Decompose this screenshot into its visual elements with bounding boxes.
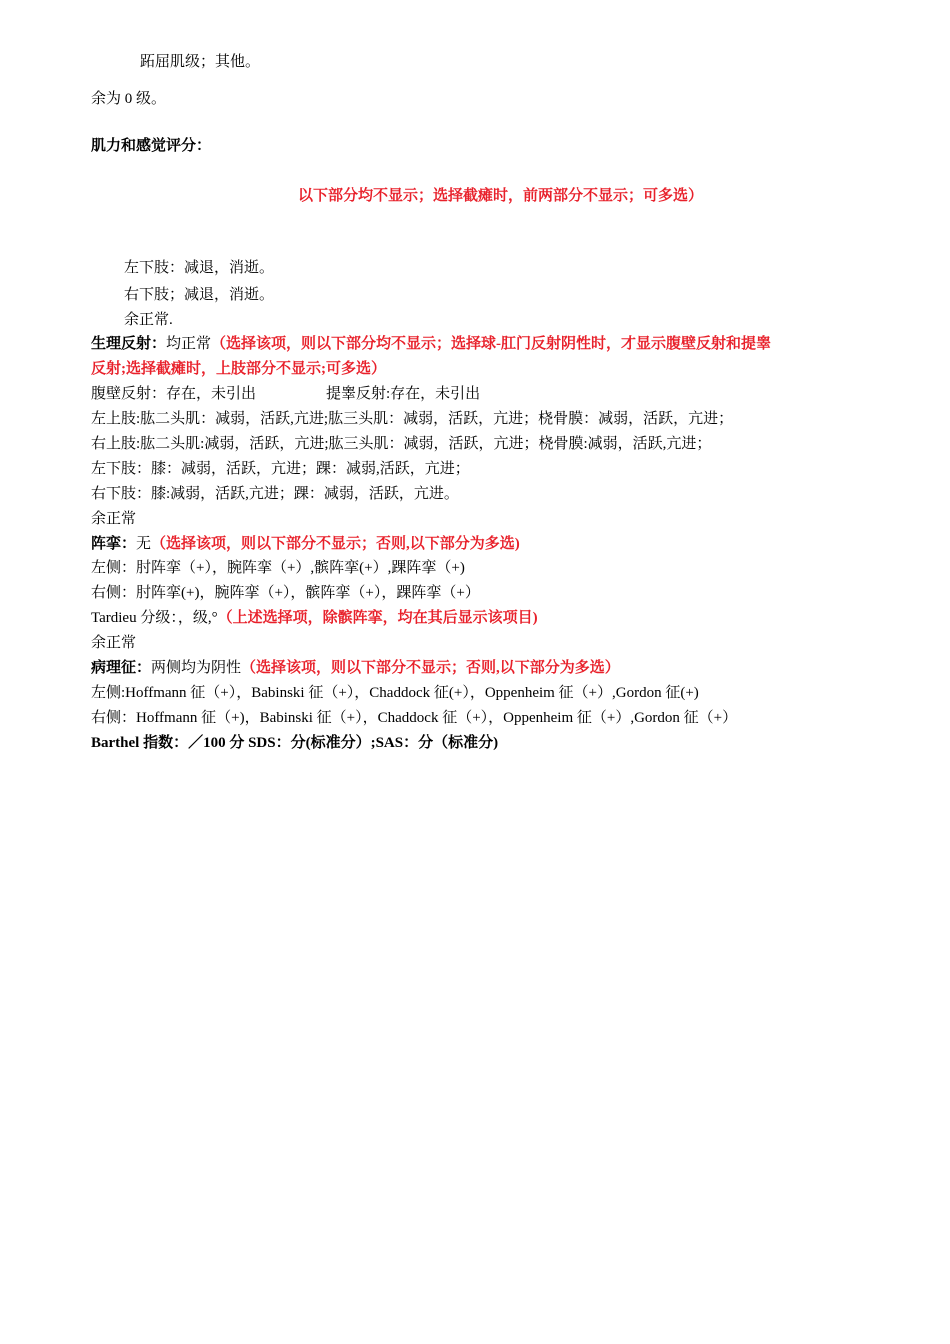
heading-strength-sensation: 肌力和感觉评分： <box>91 138 212 154</box>
note-clonus: （选择该项，则以下部分不显示；否则,以下部分为多选) <box>151 536 520 552</box>
line-left-clonus: 左侧：肘阵挛（+），腕阵挛（+）,髌阵挛(+）,踝阵挛（+) <box>91 560 465 576</box>
label-physiological-reflex: 生理反射： <box>91 336 167 352</box>
note-strength-options: 以下部分均不显示；选择截瘫时，前两部分不显示；可多选） <box>298 188 704 204</box>
line-left-lower-cut: 左下肢：减退，消逝。 <box>124 260 275 276</box>
line-barthel-sds-sas: Barthel 指数：／100 分 SDS：分(标准分）;SAS：分（标准分) <box>91 735 499 751</box>
label-pathological-sign: 病理征： <box>91 660 152 676</box>
value-clonus: 无 <box>136 536 152 552</box>
note-physiological-reflex-cont: 反射;选择截瘫时，上肢部分不显示;可多选） <box>91 361 386 377</box>
line-left-lower-limb: 左下肢：膝：减弱，活跃，亢进；踝：减弱,活跃，亢进； <box>91 461 470 477</box>
note-physiological-reflex: （选择该项，则以下部分均不显示；选择球-肛门反射阴性时，才显示腹壁反射和提睾 <box>211 336 772 352</box>
line-left-upper-limb: 左上肢:肱二头肌：减弱，活跃,亢进;肱三头肌：减弱，活跃，亢进；桡骨膜：减弱，活跃，亢进； <box>91 411 734 427</box>
line-left-pathological: 左侧:Hoffmann 征（+），Babinski 征（+），Chaddock 征(+），Oppenheim 征（+）,Gordon 征(+) <box>91 685 699 701</box>
line-physiological-reflex <box>91 334 771 354</box>
line-right-lower-limb: 右下肢；减退，消逝。 <box>124 287 275 303</box>
line-abdominal-reflex: 腹壁反射：存在，未引出 <box>91 386 257 402</box>
line-rest-grade-0: 余为 0 级。 <box>91 91 167 107</box>
line-right-clonus: 右侧：肘阵挛(+)，腕阵挛（+），髌阵挛（+），踝阵挛（+） <box>91 585 480 601</box>
line-right-pathological: 右侧：Hoffmann 征（+)，Babinski 征（+），Chaddock 征（+），Oppenheim 征（+）,Gordon 征（+） <box>91 710 738 726</box>
label-clonus: 阵挛： <box>91 536 137 552</box>
line-right-lower-limb-reflex: 右下肢：膝:减弱，活跃,亢进；踝：减弱，活跃，亢进。 <box>91 486 459 502</box>
line-rest-normal-clonus: 余正常 <box>91 635 137 651</box>
line-toe-flexor: 跖屈肌级；其他。 <box>140 54 261 70</box>
value-pathological-sign: 两侧均为阴性 <box>151 660 242 676</box>
line-rest-normal: 余正常. <box>124 312 173 328</box>
line-pathological-sign <box>91 658 620 678</box>
note-tardieu: （上述选择项，除髌阵挛，均在其后显示该项目) <box>217 610 538 626</box>
text-tardieu: Tardieu 分级：，级,° <box>91 610 218 626</box>
clipped-note-region <box>298 184 866 208</box>
line-right-upper-limb: 右上肢:肱二头肌:减弱，活跃，亢进;肱三头肌：减弱，活跃，亢进；桡骨膜:减弱，活跃,亢进； <box>91 436 712 452</box>
clipped-line-region <box>124 260 424 278</box>
line-clonus <box>91 534 520 554</box>
line-tardieu <box>91 608 538 628</box>
line-rest-normal-reflex: 余正常 <box>91 511 137 527</box>
value-physiological-reflex: 均正常 <box>166 336 212 352</box>
line-cremasteric-reflex: 提睾反射:存在，未引出 <box>326 386 481 402</box>
note-pathological-sign: （选择该项，则以下部分不显示；否则,以下部分为多选） <box>241 660 620 676</box>
